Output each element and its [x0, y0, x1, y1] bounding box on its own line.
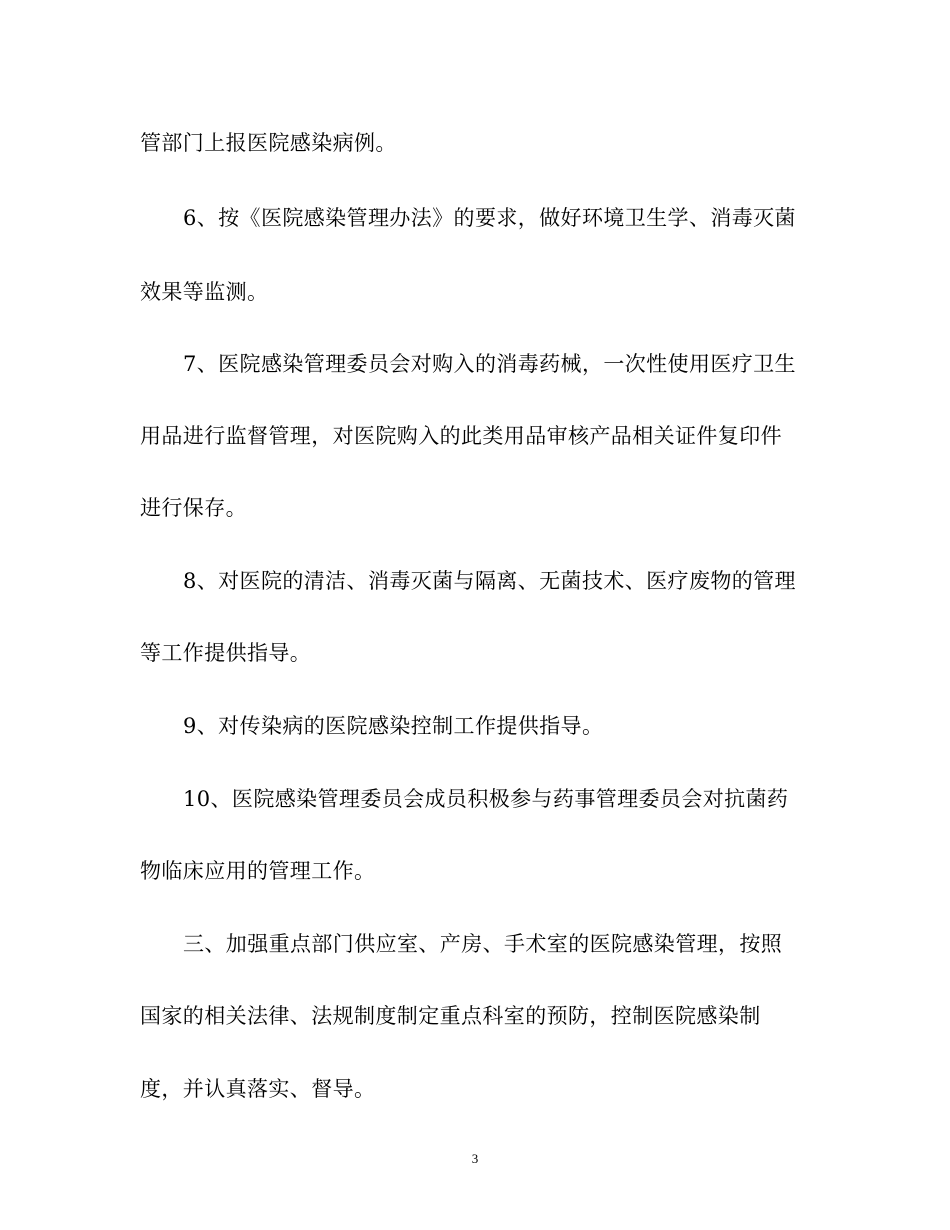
text-line: 进行保存。	[140, 496, 247, 520]
page-number: 3	[471, 1151, 479, 1166]
text-line: 6、按《医院感染管理办法》的要求，做好环境卫生学、消毒灭菌	[183, 206, 796, 230]
text-line: 9、对传染病的医院感染控制工作提供指导。	[183, 714, 604, 738]
text-line: 10、医院感染管理委员会成员积极参与药事管理委员会对抗菌药	[183, 787, 789, 811]
text-line: 用品进行监督管理，对医院购入的此类用品审核产品相关证件复印件	[140, 424, 782, 448]
text-line: 8、对医院的清洁、消毒灭菌与隔离、无菌技术、医疗废物的管理	[183, 569, 796, 593]
text-line: 三、加强重点部门供应室、产房、手术室的医院感染管理，按照	[183, 932, 783, 956]
text-line: 效果等监测。	[140, 280, 269, 304]
text-line: 等工作提供指导。	[140, 641, 312, 665]
text-line: 管部门上报医院感染病例。	[140, 131, 397, 155]
text-line: 国家的相关法律、法规制度制定重点科室的预防，控制医院感染制	[140, 1004, 761, 1028]
text-line: 度，并认真落实、督导。	[140, 1077, 376, 1101]
text-line: 物临床应用的管理工作。	[140, 859, 376, 883]
text-line: 7、医院感染管理委员会对购入的消毒药械，一次性使用医疗卫生	[183, 352, 796, 376]
